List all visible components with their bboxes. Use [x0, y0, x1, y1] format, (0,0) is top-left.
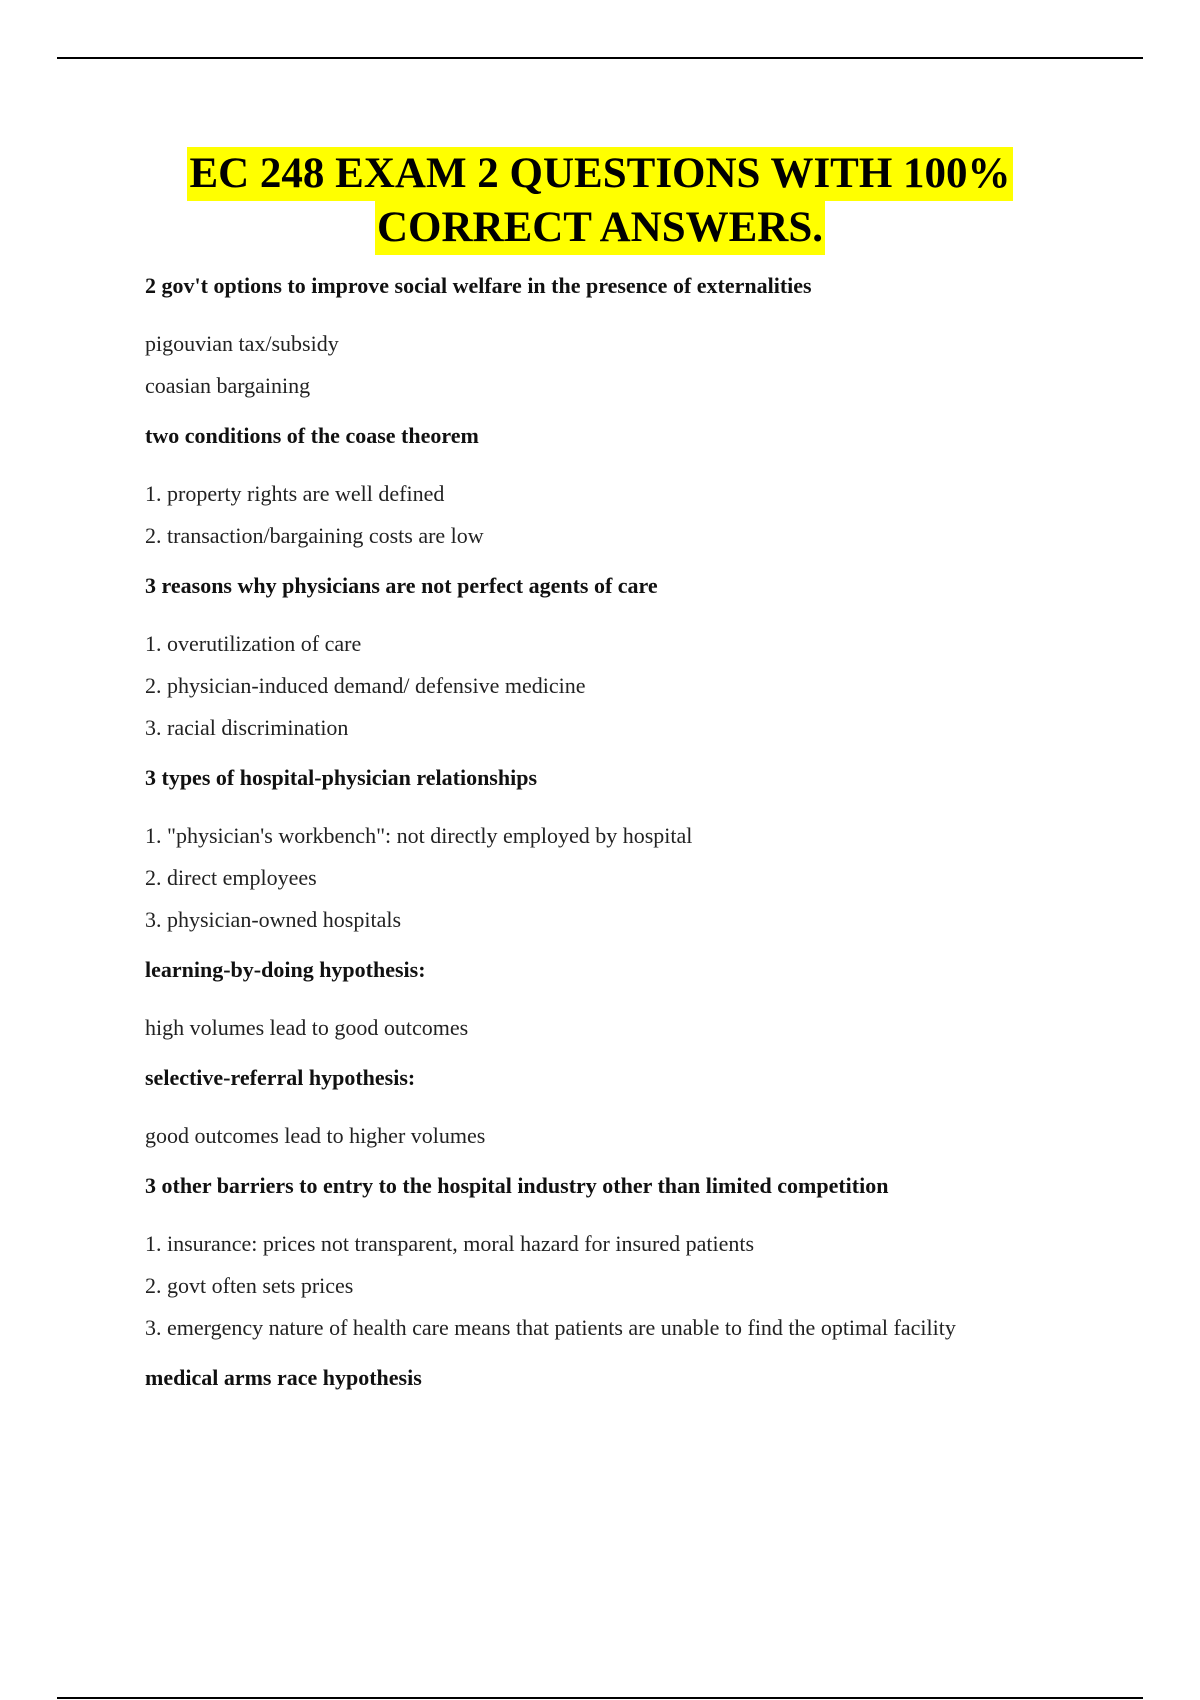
answer: 3. racial discrimination: [145, 715, 349, 740]
answer: 2. physician-induced demand/ defensive medicine: [145, 673, 586, 698]
title-line-2: CORRECT ANSWERS.: [375, 201, 825, 255]
answer: 3. emergency nature of health care means that patients are unable to find the optimal facility: [145, 1315, 956, 1340]
top-rule: [57, 57, 1143, 59]
question: two conditions of the coase theorem: [145, 423, 479, 448]
answer: 2. transaction/bargaining costs are low: [145, 523, 484, 548]
answer: coasian bargaining: [145, 373, 311, 398]
answer: pigouvian tax/subsidy: [145, 331, 339, 356]
question: learning-by-doing hypothesis:: [145, 957, 426, 982]
qa-item: [145, 1060, 1095, 1154]
qa-item: [145, 1168, 1095, 1346]
answer: 3. physician-owned hospitals: [145, 907, 402, 932]
document-title: [0, 147, 1200, 255]
answer: high volumes lead to good outcomes: [145, 1015, 469, 1040]
question: selective-referral hypothesis:: [145, 1065, 416, 1090]
qa-item: [145, 418, 1095, 554]
bottom-rule: [57, 1697, 1143, 1699]
question: 2 gov't options to improve social welfare in the presence of externalities: [145, 273, 812, 298]
answer: 2. direct employees: [145, 865, 317, 890]
answer: 1. property rights are well defined: [145, 481, 445, 506]
answer: 2. govt often sets prices: [145, 1273, 354, 1298]
answer: good outcomes lead to higher volumes: [145, 1123, 486, 1148]
question: 3 reasons why physicians are not perfect agents of care: [145, 573, 658, 598]
qa-item: [145, 268, 1095, 404]
answer: 1. insurance: prices not transparent, moral hazard for insured patients: [145, 1231, 755, 1256]
qa-list: [145, 268, 1095, 1418]
qa-item: [145, 952, 1095, 1046]
qa-item: [145, 1360, 1095, 1396]
answer: 1. "physician's workbench": not directly employed by hospital: [145, 823, 693, 848]
answer: 1. overutilization of care: [145, 631, 362, 656]
question: 3 types of hospital-physician relationships: [145, 765, 538, 790]
question: 3 other barriers to entry to the hospital industry other than limited competition: [145, 1173, 889, 1198]
question: medical arms race hypothesis: [145, 1365, 422, 1390]
qa-item: [145, 760, 1095, 938]
title-line-1: EC 248 EXAM 2 QUESTIONS WITH 100%: [187, 147, 1012, 201]
qa-item: [145, 568, 1095, 746]
